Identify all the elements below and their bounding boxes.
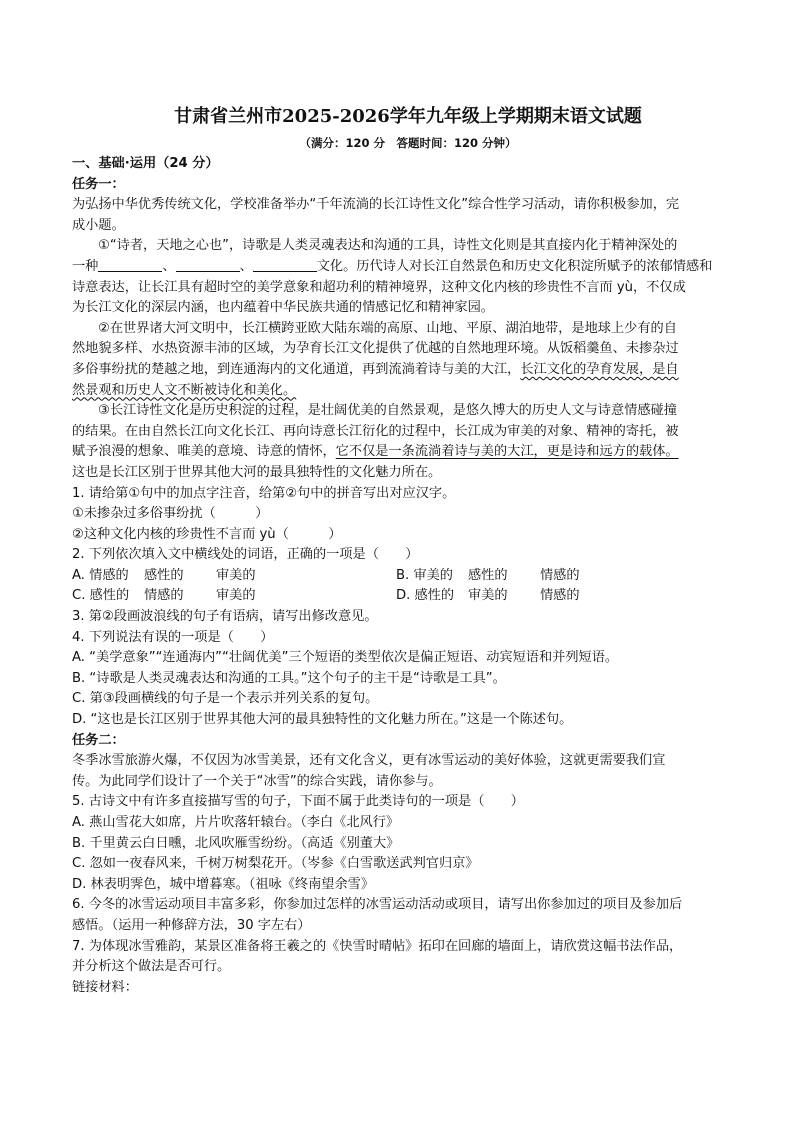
option-b[interactable] xyxy=(396,566,612,587)
passage-paragraph: 然地貌多样、水热资源丰沛的区域，为孕育长江文化提供了优越的自然地理环境。从饭稻羹鱼、未掺杂过 xyxy=(72,341,679,357)
passage-paragraph: ③长江诗性文化是历史积淀的过程，是壮阔优美的自然景观，是悠久博大的历史人文与诗意情感碰撞 xyxy=(98,403,677,419)
passage-text: 文化。历代诗人对长江自然景色和历史文化积淀所赋予的浓郁情感和 xyxy=(316,258,713,274)
question-1: 1. 请给第①句中的加点字注音，给第②句中的拼音写出对应汉字。 xyxy=(72,485,456,501)
passage-paragraph xyxy=(72,360,724,381)
option-word: 感性的 xyxy=(468,567,508,583)
question-7: 7. 为体现冰雪雅韵，某景区准备将王羲之的《快雪时晴帖》拓印在回廊的墙面上，请欣赏这幅书法作品， xyxy=(72,938,683,954)
option-word: C. 感性的 xyxy=(72,588,130,604)
page-title: 甘肃省兰州市2025-2026学年九年级上学期期末语文试题 xyxy=(174,106,642,127)
question-7: 并分析这个做法是否可行。 xyxy=(72,959,231,975)
wavy-underlined-sentence: 然景观和历史人文不断被诗化和美化。 xyxy=(72,382,297,398)
question-3: 3. 第②段画波浪线的句子有语病，请写出修改意见。 xyxy=(72,609,378,625)
wavy-underlined-sentence: 长江文化的孕育发展，是自 xyxy=(520,361,679,377)
passage-text: 赋予浪漫的想象、唯美的意境、诗意的情怀， xyxy=(72,444,336,460)
option-c[interactable] xyxy=(72,586,396,607)
task-heading: 任务二： xyxy=(72,732,125,748)
question-6: 6. 今冬的冰雪运动项目丰富多彩，你参加过怎样的冰雪运动活动或项目，请写出你参加过的项目及参加后 xyxy=(72,897,683,913)
passage-text: 一种 xyxy=(72,258,99,274)
passage-paragraph: ②在世界诸大河文明中，长江横跨亚欧大陆东端的高原、山地、平原、湖泊地带，是地球上少有的自 xyxy=(98,320,677,336)
option-word: D. 感性的 xyxy=(396,588,455,604)
separator: 、 xyxy=(239,258,253,274)
option-b[interactable]: B. “诗歌是人类灵魂表达和沟通的工具。”这个句子的主干是“诗歌是工具”。 xyxy=(72,670,506,686)
option-word: 感性的 xyxy=(144,567,184,583)
question-4: 4. 下列说法有误的一项是（ ） xyxy=(72,629,274,645)
question-1-item: ①未掺杂过多俗事纷扰（ ） xyxy=(72,506,269,522)
question-2: 2. 下列依次填入文中横线处的词语，正确的一项是（ ） xyxy=(72,547,419,563)
option-word: 审美的 xyxy=(216,588,256,604)
option-word: 情感的 xyxy=(540,588,580,604)
task-intro: 冬季冰雪旅游火爆，不仅因为冰雪美景，还有文化含义，更有冰雪运动的美好体验，这就更需要我们宣 xyxy=(72,753,666,769)
question-2-options xyxy=(72,586,724,607)
passage-paragraph: 诗意表达，让长江具有超时空的美学意象和超功利的精神境界，这种文化内核的珍贵性不言而 yù，不仅成 xyxy=(72,279,686,295)
section-heading: 一、基础·运用（24 分） xyxy=(72,156,219,171)
option-d[interactable]: D. “这也是长江区别于世界其他大河的最具独特性的文化魅力所在。”这是一个陈述句。 xyxy=(72,712,573,728)
passage-text: 多俗事纷扰的楚越之地，到连通海内的文化通道，再到流淌着诗与美的大江， xyxy=(72,361,521,377)
task-heading: 任务一： xyxy=(72,176,125,192)
option-word: 审美的 xyxy=(216,567,256,583)
option-a[interactable] xyxy=(72,566,396,587)
task-intro: 传。为此同学们设计了一个关于“冰雪”的综合实践，请你参与。 xyxy=(72,773,442,789)
option-c[interactable]: C. 第③段画横线的句子是一个表示并列关系的复句。 xyxy=(72,691,379,707)
underlined-sentence: 它不仅是一条流淌着诗与美的大江，更是诗和远方的载体。 xyxy=(335,444,679,460)
passage-paragraph: 这也是长江区别于世界其他大河的最具独特性的文化魅力所在。 xyxy=(72,464,442,480)
passage-paragraph xyxy=(72,381,724,402)
fill-blank-2[interactable] xyxy=(176,257,240,272)
fill-blank-1[interactable] xyxy=(98,257,162,272)
passage-paragraph xyxy=(72,442,724,463)
passage-paragraph: 的结果。在由自然长江向文化长江、再向诗意长江衍化的过程中，长江成为审美的对象、精神的寄托，被 xyxy=(72,423,679,439)
option-d[interactable]: D. 林表明霁色，城中增暮寒。（祖咏《终南望余雪》 xyxy=(72,876,375,892)
option-word: 情感的 xyxy=(540,567,580,583)
option-a[interactable]: A. 燕山雪花大如席，片片吹落轩辕台。（李白《北风行》 xyxy=(72,815,400,830)
question-1-item: ②这种文化内核的珍贵性不言而 yù（ ） xyxy=(72,526,342,542)
option-d[interactable] xyxy=(396,586,612,607)
option-word: A. 情感的 xyxy=(72,567,129,583)
question-5: 5. 古诗文中有许多直接描写雪的句子，下面不属于此类诗句的一项是（ ） xyxy=(72,794,524,810)
option-b[interactable]: B. 千里黄云白日曛，北风吹雁雪纷纷。（高适《别董大》 xyxy=(72,835,400,851)
exam-meta: （满分：120 分 答题时间：120 分钟） xyxy=(299,136,517,150)
passage-paragraph: 为长江文化的深层内涵，也内蕴着中华民族共通的情感记忆和精神家园。 xyxy=(72,300,494,316)
passage-paragraph xyxy=(72,257,724,278)
intro-text: 为弘扬中华优秀传统文化，学校准备举办“千年流淌的长江诗性文化”综合性学习活动，请你积极参加，完 xyxy=(72,197,680,213)
intro-text: 成小题。 xyxy=(72,217,125,233)
option-c[interactable]: C. 忽如一夜春风来，千树万树梨花开。（岑参《白雪歌送武判官归京》 xyxy=(72,856,479,872)
question-2-options xyxy=(72,566,724,587)
question-6: 感悟。（运用一种修辞方法，30 字左右） xyxy=(72,917,311,933)
option-word: 审美的 xyxy=(468,588,508,604)
passage-paragraph: ①“诗者，天地之心也”，诗歌是人类灵魂表达和沟通的工具，诗性文化则是其直接内化于精神深处的 xyxy=(98,238,678,254)
fill-blank-3[interactable] xyxy=(253,257,317,272)
option-a[interactable]: A. “美学意象”“连通海内”“壮阔优美”三个短语的类型依次是偏正短语、动宾短语和并列短语。 xyxy=(72,650,619,666)
option-word: 情感的 xyxy=(144,588,184,604)
link-material-label: 链接材料： xyxy=(72,979,138,995)
option-word: B. 审美的 xyxy=(396,567,453,583)
separator: 、 xyxy=(162,258,176,274)
